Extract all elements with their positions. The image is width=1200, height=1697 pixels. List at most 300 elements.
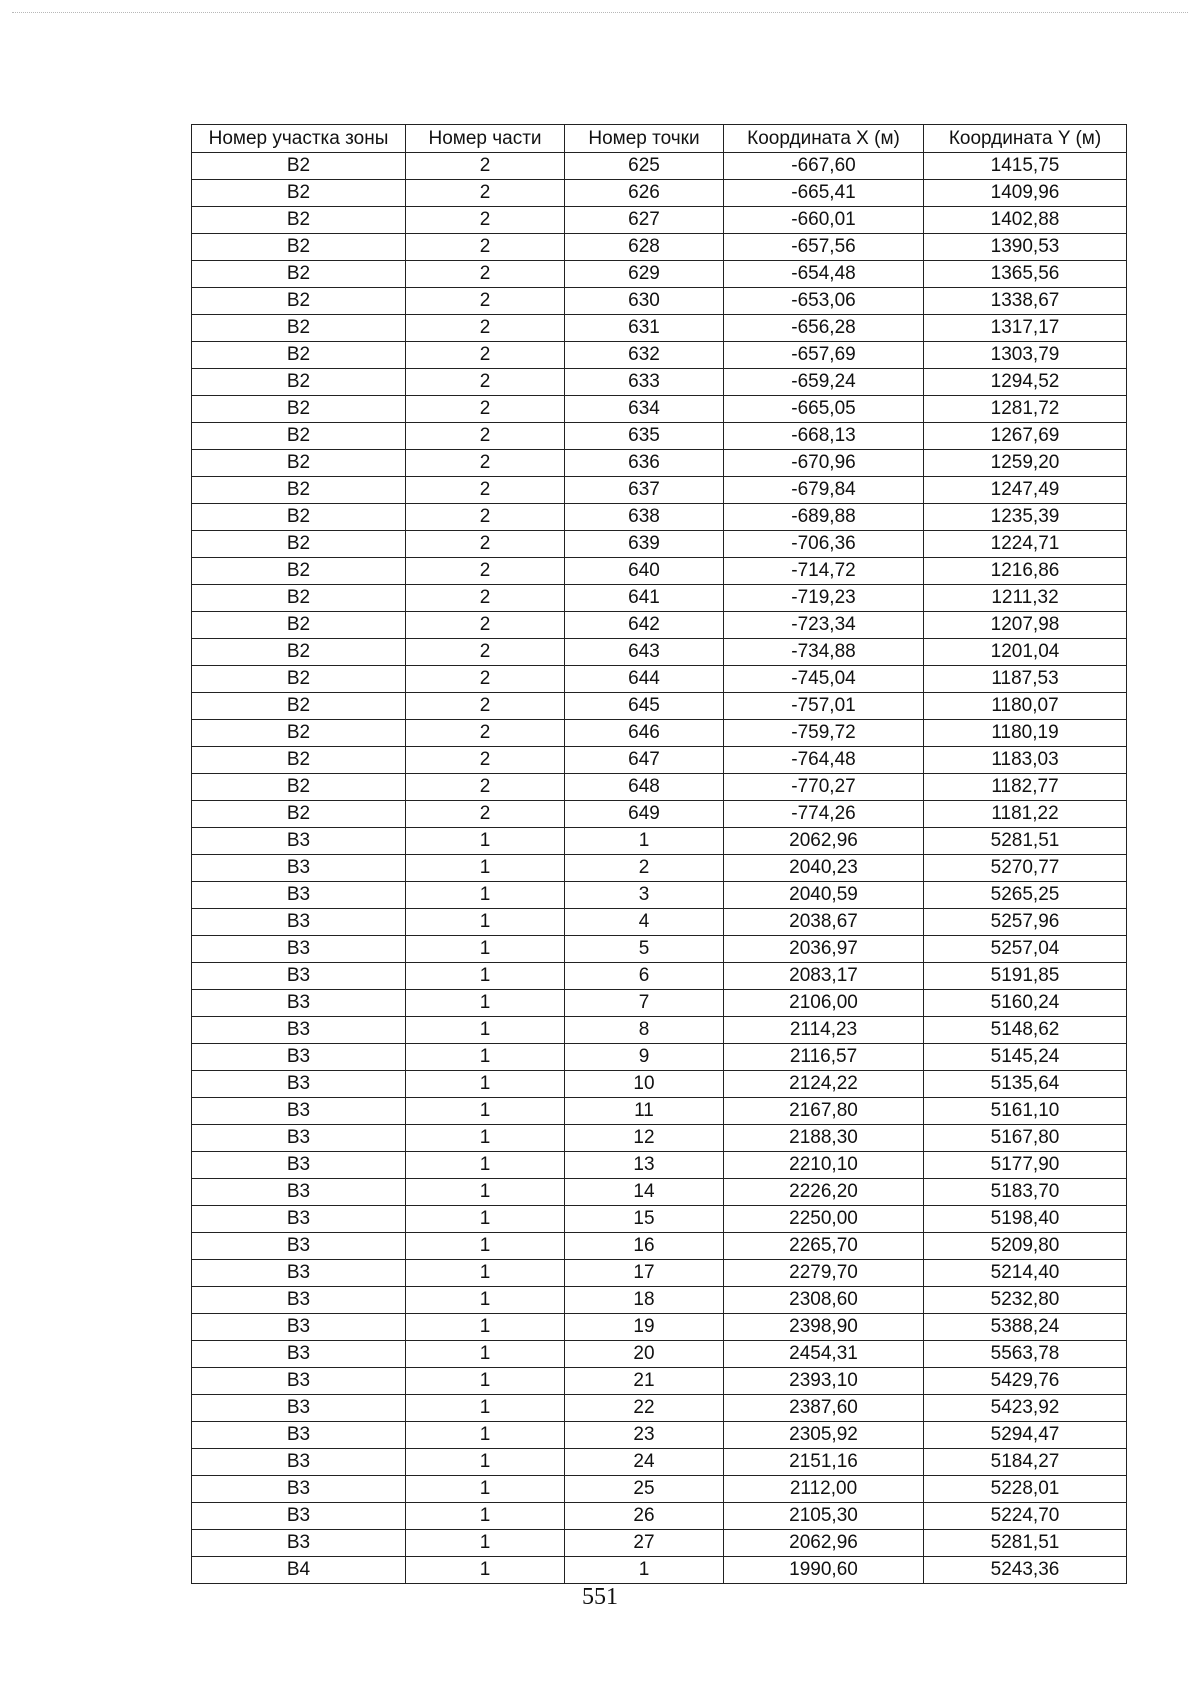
cell-part-number: 2 <box>406 774 565 801</box>
cell-part-number: 1 <box>406 1557 565 1584</box>
cell-coordinate-y: 1235,39 <box>924 504 1127 531</box>
table-row <box>192 1017 1127 1044</box>
cell-point-number: 637 <box>565 477 724 504</box>
cell-zone-section: В3 <box>192 1233 406 1260</box>
cell-coordinate-x: -665,05 <box>724 396 924 423</box>
cell-zone-section: В2 <box>192 369 406 396</box>
table-row <box>192 531 1127 558</box>
table-row <box>192 504 1127 531</box>
cell-coordinate-x: 2124,22 <box>724 1071 924 1098</box>
cell-coordinate-y: 5183,70 <box>924 1179 1127 1206</box>
table-row <box>192 666 1127 693</box>
cell-point-number: 646 <box>565 720 724 747</box>
cell-coordinate-x: 2250,00 <box>724 1206 924 1233</box>
cell-coordinate-y: 1303,79 <box>924 342 1127 369</box>
cell-coordinate-x: 2398,90 <box>724 1314 924 1341</box>
cell-coordinate-y: 5388,24 <box>924 1314 1127 1341</box>
cell-coordinate-y: 5423,92 <box>924 1395 1127 1422</box>
cell-coordinate-y: 5294,47 <box>924 1422 1127 1449</box>
table-row <box>192 1098 1127 1125</box>
cell-point-number: 5 <box>565 936 724 963</box>
cell-coordinate-y: 5228,01 <box>924 1476 1127 1503</box>
table-row <box>192 774 1127 801</box>
cell-coordinate-x: 2114,23 <box>724 1017 924 1044</box>
table-row <box>192 882 1127 909</box>
cell-part-number: 1 <box>406 1260 565 1287</box>
cell-coordinate-x: 2265,70 <box>724 1233 924 1260</box>
cell-coordinate-x: -660,01 <box>724 207 924 234</box>
table-row <box>192 1422 1127 1449</box>
cell-part-number: 1 <box>406 1152 565 1179</box>
cell-coordinate-y: 1294,52 <box>924 369 1127 396</box>
cell-zone-section: В2 <box>192 693 406 720</box>
cell-zone-section: В2 <box>192 342 406 369</box>
cell-coordinate-y: 1224,71 <box>924 531 1127 558</box>
cell-coordinate-y: 5265,25 <box>924 882 1127 909</box>
cell-zone-section: В2 <box>192 747 406 774</box>
cell-zone-section: В3 <box>192 1044 406 1071</box>
cell-point-number: 7 <box>565 990 724 1017</box>
cell-coordinate-x: -719,23 <box>724 585 924 612</box>
cell-point-number: 24 <box>565 1449 724 1476</box>
table-row <box>192 423 1127 450</box>
cell-coordinate-x: -706,36 <box>724 531 924 558</box>
table-row <box>192 1395 1127 1422</box>
cell-zone-section: В3 <box>192 1206 406 1233</box>
cell-coordinate-x: 2210,10 <box>724 1152 924 1179</box>
cell-point-number: 639 <box>565 531 724 558</box>
cell-coordinate-x: -757,01 <box>724 693 924 720</box>
cell-part-number: 2 <box>406 180 565 207</box>
cell-part-number: 2 <box>406 558 565 585</box>
cell-point-number: 626 <box>565 180 724 207</box>
cell-point-number: 8 <box>565 1017 724 1044</box>
cell-part-number: 2 <box>406 531 565 558</box>
cell-point-number: 1 <box>565 1557 724 1584</box>
cell-zone-section: В2 <box>192 315 406 342</box>
cell-coordinate-y: 5209,80 <box>924 1233 1127 1260</box>
header-coordinate-y: Координата Y (м) <box>924 125 1127 153</box>
cell-coordinate-x: -770,27 <box>724 774 924 801</box>
header-point-number: Номер точки <box>565 125 724 153</box>
header-part-number: Номер части <box>406 125 565 153</box>
header-coordinate-x: Координата X (м) <box>724 125 924 153</box>
cell-coordinate-y: 1187,53 <box>924 666 1127 693</box>
cell-coordinate-x: -745,04 <box>724 666 924 693</box>
cell-coordinate-y: 5135,64 <box>924 1071 1127 1098</box>
cell-coordinate-y: 5191,85 <box>924 963 1127 990</box>
cell-zone-section: В3 <box>192 1071 406 1098</box>
cell-part-number: 2 <box>406 153 565 180</box>
cell-coordinate-y: 5243,36 <box>924 1557 1127 1584</box>
cell-part-number: 1 <box>406 882 565 909</box>
table-row <box>192 234 1127 261</box>
cell-part-number: 1 <box>406 1098 565 1125</box>
cell-zone-section: В3 <box>192 1530 406 1557</box>
cell-coordinate-x: -764,48 <box>724 747 924 774</box>
cell-coordinate-x: 2279,70 <box>724 1260 924 1287</box>
table-row <box>192 612 1127 639</box>
table-row <box>192 1557 1127 1584</box>
cell-point-number: 21 <box>565 1368 724 1395</box>
cell-coordinate-y: 5214,40 <box>924 1260 1127 1287</box>
table-row <box>192 315 1127 342</box>
cell-part-number: 1 <box>406 828 565 855</box>
cell-zone-section: В2 <box>192 423 406 450</box>
cell-zone-section: В2 <box>192 207 406 234</box>
cell-coordinate-y: 5257,04 <box>924 936 1127 963</box>
cell-part-number: 2 <box>406 504 565 531</box>
cell-zone-section: В2 <box>192 288 406 315</box>
cell-zone-section: В2 <box>192 450 406 477</box>
cell-coordinate-y: 5563,78 <box>924 1341 1127 1368</box>
cell-coordinate-x: -654,48 <box>724 261 924 288</box>
cell-coordinate-y: 1180,19 <box>924 720 1127 747</box>
cell-coordinate-x: -679,84 <box>724 477 924 504</box>
cell-coordinate-x: -689,88 <box>724 504 924 531</box>
cell-part-number: 1 <box>406 1179 565 1206</box>
cell-coordinate-y: 1365,56 <box>924 261 1127 288</box>
cell-zone-section: В3 <box>192 1368 406 1395</box>
cell-part-number: 2 <box>406 639 565 666</box>
cell-coordinate-x: -656,28 <box>724 315 924 342</box>
cell-coordinate-x: -714,72 <box>724 558 924 585</box>
cell-coordinate-x: -668,13 <box>724 423 924 450</box>
cell-zone-section: В2 <box>192 720 406 747</box>
cell-part-number: 2 <box>406 234 565 261</box>
cell-zone-section: В2 <box>192 612 406 639</box>
cell-coordinate-y: 1201,04 <box>924 639 1127 666</box>
cell-coordinate-x: 2188,30 <box>724 1125 924 1152</box>
cell-point-number: 11 <box>565 1098 724 1125</box>
cell-coordinate-y: 5257,96 <box>924 909 1127 936</box>
cell-zone-section: В2 <box>192 234 406 261</box>
table-row <box>192 639 1127 666</box>
cell-coordinate-y: 1267,69 <box>924 423 1127 450</box>
cell-zone-section: В3 <box>192 1395 406 1422</box>
cell-point-number: 10 <box>565 1071 724 1098</box>
cell-coordinate-x: 2083,17 <box>724 963 924 990</box>
cell-part-number: 2 <box>406 342 565 369</box>
table-row <box>192 1476 1127 1503</box>
cell-coordinate-y: 5429,76 <box>924 1368 1127 1395</box>
cell-point-number: 9 <box>565 1044 724 1071</box>
cell-point-number: 635 <box>565 423 724 450</box>
cell-coordinate-x: 2308,60 <box>724 1287 924 1314</box>
table-row <box>192 558 1127 585</box>
cell-point-number: 3 <box>565 882 724 909</box>
table-row <box>192 963 1127 990</box>
table-row <box>192 1179 1127 1206</box>
cell-zone-section: В2 <box>192 504 406 531</box>
cell-point-number: 1 <box>565 828 724 855</box>
table-row <box>192 342 1127 369</box>
cell-part-number: 2 <box>406 477 565 504</box>
header-zone-section: Номер участка зоны <box>192 125 406 153</box>
cell-point-number: 23 <box>565 1422 724 1449</box>
cell-coordinate-x: -659,24 <box>724 369 924 396</box>
cell-coordinate-x: 2038,67 <box>724 909 924 936</box>
cell-coordinate-y: 1390,53 <box>924 234 1127 261</box>
cell-part-number: 1 <box>406 1044 565 1071</box>
cell-coordinate-y: 5184,27 <box>924 1449 1127 1476</box>
cell-coordinate-x: 2226,20 <box>724 1179 924 1206</box>
cell-coordinate-x: 2393,10 <box>724 1368 924 1395</box>
page-number: 551 <box>582 1584 618 1610</box>
table-row <box>192 153 1127 180</box>
cell-coordinate-x: 2062,96 <box>724 828 924 855</box>
cell-part-number: 1 <box>406 1287 565 1314</box>
cell-point-number: 633 <box>565 369 724 396</box>
cell-coordinate-y: 1181,22 <box>924 801 1127 828</box>
cell-zone-section: В3 <box>192 1422 406 1449</box>
cell-zone-section: В2 <box>192 477 406 504</box>
cell-point-number: 15 <box>565 1206 724 1233</box>
table-row <box>192 1233 1127 1260</box>
cell-zone-section: В3 <box>192 1098 406 1125</box>
cell-coordinate-x: 2387,60 <box>724 1395 924 1422</box>
cell-coordinate-x: 2116,57 <box>724 1044 924 1071</box>
cell-part-number: 2 <box>406 261 565 288</box>
cell-zone-section: В3 <box>192 1503 406 1530</box>
cell-point-number: 631 <box>565 315 724 342</box>
table-row <box>192 990 1127 1017</box>
table-row <box>192 261 1127 288</box>
cell-part-number: 1 <box>406 1314 565 1341</box>
cell-point-number: 632 <box>565 342 724 369</box>
cell-zone-section: В2 <box>192 558 406 585</box>
cell-zone-section: В2 <box>192 585 406 612</box>
table-row <box>192 207 1127 234</box>
cell-part-number: 2 <box>406 585 565 612</box>
cell-coordinate-y: 1207,98 <box>924 612 1127 639</box>
cell-part-number: 1 <box>406 1233 565 1260</box>
cell-zone-section: В3 <box>192 990 406 1017</box>
cell-coordinate-y: 5177,90 <box>924 1152 1127 1179</box>
cell-zone-section: В2 <box>192 666 406 693</box>
cell-point-number: 27 <box>565 1530 724 1557</box>
cell-zone-section: В2 <box>192 639 406 666</box>
cell-coordinate-y: 5232,80 <box>924 1287 1127 1314</box>
cell-coordinate-y: 5160,24 <box>924 990 1127 1017</box>
cell-zone-section: В3 <box>192 1287 406 1314</box>
cell-zone-section: В3 <box>192 1260 406 1287</box>
table-row <box>192 1503 1127 1530</box>
cell-zone-section: В2 <box>192 261 406 288</box>
cell-coordinate-x: 2040,59 <box>724 882 924 909</box>
cell-zone-section: В3 <box>192 882 406 909</box>
cell-point-number: 16 <box>565 1233 724 1260</box>
cell-part-number: 2 <box>406 369 565 396</box>
cell-zone-section: В3 <box>192 828 406 855</box>
cell-point-number: 628 <box>565 234 724 261</box>
cell-coordinate-x: 2106,00 <box>724 990 924 1017</box>
cell-coordinate-x: 2040,23 <box>724 855 924 882</box>
cell-coordinate-y: 5148,62 <box>924 1017 1127 1044</box>
cell-coordinate-x: -774,26 <box>724 801 924 828</box>
cell-point-number: 2 <box>565 855 724 882</box>
cell-coordinate-y: 1183,03 <box>924 747 1127 774</box>
cell-part-number: 1 <box>406 1125 565 1152</box>
cell-zone-section: В2 <box>192 396 406 423</box>
cell-zone-section: В2 <box>192 153 406 180</box>
cell-part-number: 2 <box>406 747 565 774</box>
cell-point-number: 18 <box>565 1287 724 1314</box>
table-row <box>192 1044 1127 1071</box>
cell-point-number: 645 <box>565 693 724 720</box>
cell-point-number: 641 <box>565 585 724 612</box>
cell-part-number: 1 <box>406 1530 565 1557</box>
cell-coordinate-x: -734,88 <box>724 639 924 666</box>
table-row <box>192 1368 1127 1395</box>
table-row <box>192 450 1127 477</box>
cell-coordinate-x: -657,69 <box>724 342 924 369</box>
cell-part-number: 1 <box>406 936 565 963</box>
cell-coordinate-x: 2151,16 <box>724 1449 924 1476</box>
cell-part-number: 1 <box>406 1395 565 1422</box>
cell-point-number: 22 <box>565 1395 724 1422</box>
table-row <box>192 1530 1127 1557</box>
table-row <box>192 1152 1127 1179</box>
table-row <box>192 693 1127 720</box>
cell-point-number: 14 <box>565 1179 724 1206</box>
table-row <box>192 828 1127 855</box>
cell-point-number: 26 <box>565 1503 724 1530</box>
cell-coordinate-y: 1180,07 <box>924 693 1127 720</box>
cell-coordinate-x: 2454,31 <box>724 1341 924 1368</box>
cell-coordinate-y: 5281,51 <box>924 828 1127 855</box>
table-row <box>192 1341 1127 1368</box>
cell-zone-section: В2 <box>192 531 406 558</box>
coordinates-table-container <box>191 124 1126 1584</box>
table-row <box>192 180 1127 207</box>
cell-zone-section: В3 <box>192 936 406 963</box>
cell-point-number: 12 <box>565 1125 724 1152</box>
cell-part-number: 1 <box>406 1017 565 1044</box>
cell-part-number: 2 <box>406 801 565 828</box>
table-row <box>192 477 1127 504</box>
cell-zone-section: В3 <box>192 1476 406 1503</box>
cell-point-number: 17 <box>565 1260 724 1287</box>
cell-point-number: 19 <box>565 1314 724 1341</box>
table-header <box>192 125 1127 153</box>
cell-coordinate-y: 5198,40 <box>924 1206 1127 1233</box>
cell-point-number: 4 <box>565 909 724 936</box>
cell-zone-section: В3 <box>192 1341 406 1368</box>
table-row <box>192 1125 1127 1152</box>
cell-point-number: 625 <box>565 153 724 180</box>
cell-zone-section: В3 <box>192 963 406 990</box>
cell-coordinate-y: 5281,51 <box>924 1530 1127 1557</box>
cell-coordinate-y: 1216,86 <box>924 558 1127 585</box>
cell-part-number: 1 <box>406 1341 565 1368</box>
table-row <box>192 1071 1127 1098</box>
cell-point-number: 648 <box>565 774 724 801</box>
cell-zone-section: В3 <box>192 909 406 936</box>
cell-zone-section: В2 <box>192 801 406 828</box>
cell-coordinate-x: 2305,92 <box>724 1422 924 1449</box>
cell-coordinate-y: 5270,77 <box>924 855 1127 882</box>
cell-part-number: 1 <box>406 1476 565 1503</box>
table-row <box>192 1260 1127 1287</box>
cell-zone-section: В3 <box>192 1449 406 1476</box>
cell-coordinate-y: 1317,17 <box>924 315 1127 342</box>
cell-zone-section: В3 <box>192 1179 406 1206</box>
cell-coordinate-y: 5224,70 <box>924 1503 1127 1530</box>
cell-coordinate-x: 2105,30 <box>724 1503 924 1530</box>
cell-part-number: 1 <box>406 1503 565 1530</box>
table-row <box>192 936 1127 963</box>
table-row <box>192 585 1127 612</box>
cell-point-number: 629 <box>565 261 724 288</box>
cell-zone-section: В3 <box>192 1017 406 1044</box>
cell-zone-section: В3 <box>192 1314 406 1341</box>
table-row <box>192 396 1127 423</box>
cell-part-number: 1 <box>406 1422 565 1449</box>
cell-point-number: 647 <box>565 747 724 774</box>
table-row <box>192 288 1127 315</box>
cell-coordinate-y: 5167,80 <box>924 1125 1127 1152</box>
cell-part-number: 2 <box>406 423 565 450</box>
cell-coordinate-x: 2036,97 <box>724 936 924 963</box>
cell-part-number: 1 <box>406 909 565 936</box>
cell-coordinate-x: -657,56 <box>724 234 924 261</box>
cell-coordinate-x: 2167,80 <box>724 1098 924 1125</box>
cell-part-number: 2 <box>406 720 565 747</box>
cell-coordinate-x: -665,41 <box>724 180 924 207</box>
cell-point-number: 643 <box>565 639 724 666</box>
cell-part-number: 2 <box>406 288 565 315</box>
cell-coordinate-y: 1338,67 <box>924 288 1127 315</box>
cell-point-number: 642 <box>565 612 724 639</box>
table-row <box>192 369 1127 396</box>
table-row <box>192 909 1127 936</box>
cell-point-number: 13 <box>565 1152 724 1179</box>
cell-point-number: 6 <box>565 963 724 990</box>
coordinates-table <box>191 124 1127 1584</box>
cell-point-number: 644 <box>565 666 724 693</box>
cell-point-number: 627 <box>565 207 724 234</box>
cell-coordinate-y: 1281,72 <box>924 396 1127 423</box>
cell-zone-section: В3 <box>192 1125 406 1152</box>
cell-coordinate-y: 1402,88 <box>924 207 1127 234</box>
cell-part-number: 1 <box>406 855 565 882</box>
cell-part-number: 2 <box>406 207 565 234</box>
cell-part-number: 2 <box>406 693 565 720</box>
cell-coordinate-y: 1182,77 <box>924 774 1127 801</box>
cell-coordinate-y: 5161,10 <box>924 1098 1127 1125</box>
table-row <box>192 720 1127 747</box>
cell-coordinate-x: 1990,60 <box>724 1557 924 1584</box>
cell-point-number: 636 <box>565 450 724 477</box>
cell-point-number: 638 <box>565 504 724 531</box>
cell-coordinate-x: -759,72 <box>724 720 924 747</box>
cell-coordinate-y: 1211,32 <box>924 585 1127 612</box>
cell-zone-section: В4 <box>192 1557 406 1584</box>
table-body <box>192 153 1127 1584</box>
cell-part-number: 2 <box>406 612 565 639</box>
table-row <box>192 747 1127 774</box>
table-row <box>192 1314 1127 1341</box>
cell-part-number: 1 <box>406 963 565 990</box>
cell-part-number: 2 <box>406 396 565 423</box>
cell-zone-section: В3 <box>192 1152 406 1179</box>
cell-point-number: 649 <box>565 801 724 828</box>
cell-point-number: 630 <box>565 288 724 315</box>
cell-coordinate-x: 2112,00 <box>724 1476 924 1503</box>
header-row <box>192 125 1127 153</box>
cell-part-number: 1 <box>406 990 565 1017</box>
